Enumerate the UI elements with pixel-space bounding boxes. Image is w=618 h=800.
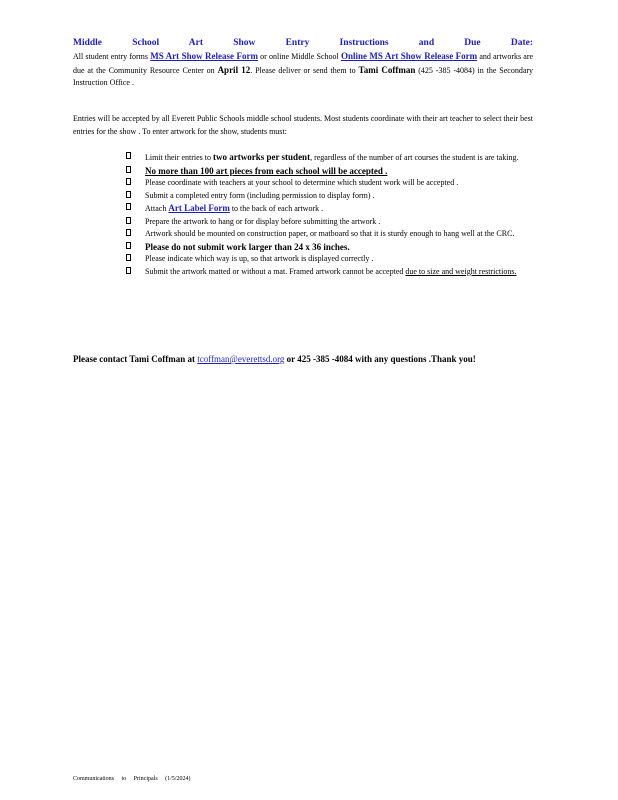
page-footer: Communications to Principals (1/5/2024) <box>73 776 191 782</box>
intro-text-1: All student entry forms <box>73 52 149 61</box>
rule-text: Submit a completed entry form (including permission to display form) . <box>145 190 375 200</box>
rule-bold-text: No more than 100 art pieces from each school will be accepted . <box>145 165 388 176</box>
intro-text-5: (425 -385 -4084) in the Secondary Instruction Office . <box>73 65 534 87</box>
rule-text: , regardless of the number of art courses the student is are taking. <box>310 153 519 162</box>
rule-text: Artwork should be mounted on construction paper, or matboard so that it is sturdy enough to hang well at the CRC. <box>145 229 515 238</box>
eligibility-paragraph: Entries will be accepted by all Everett Public Schools middle school students. Most students coordinate with their art teacher to select their best entries for the show . To enter artwork for the show, students must: <box>73 114 533 136</box>
list-item <box>126 241 531 254</box>
list-item <box>126 151 531 165</box>
rule-text: Please indicate which way is up, so that artwork is displayed correctly . <box>145 254 374 263</box>
rule-text: Please coordinate with teachers at your school to determine which student work will be accepted . <box>145 178 459 187</box>
list-item <box>126 253 531 266</box>
due-date: April 12 <box>217 64 251 75</box>
online-release-form-link[interactable]: Online MS Art Show Release Form <box>340 51 478 61</box>
page-title: Middle School Art Show Entry Instructions and Due Date: <box>73 38 533 48</box>
art-label-form-link[interactable]: Art Label Form <box>168 203 230 213</box>
bullet-box-icon <box>126 178 131 185</box>
bullet-box-icon <box>126 166 131 173</box>
intro-text-4: . Please deliver or send them to <box>250 65 356 75</box>
list-item <box>126 266 531 279</box>
intro-text-2: or online Middle School <box>260 52 339 61</box>
bullet-box-icon <box>126 191 131 198</box>
rule-text: to the back of each artwork . <box>231 204 324 213</box>
list-item <box>126 190 531 203</box>
email-link[interactable]: tcoffman@everettsd.org <box>197 354 285 364</box>
contact-text-1: Please contact Tami Coffman at <box>73 354 195 364</box>
rule-underlined-text: due to size and weight restrictions. <box>405 266 517 276</box>
rule-bold-text: Please do not submit work larger than 24 x 36 inches. <box>145 241 350 252</box>
list-item <box>126 165 531 178</box>
rule-text: Submit the artwork matted or without a mat. Framed artwork cannot be accepted <box>145 266 404 276</box>
contact-paragraph <box>73 353 535 366</box>
rule-text: Attach <box>145 204 167 213</box>
list-item <box>126 202 531 216</box>
list-item <box>126 177 531 190</box>
contact-name: Tami Coffman <box>358 64 416 75</box>
rules-list <box>126 151 531 278</box>
intro-text-3: and artworks are due at the Community Resource Center on <box>73 52 534 75</box>
bullet-box-icon <box>126 242 131 249</box>
bullet-box-icon <box>126 267 131 274</box>
release-form-link[interactable]: MS Art Show Release Form <box>150 51 258 61</box>
bullet-box-icon <box>126 254 131 261</box>
rule-bold-text: two artworks per student <box>212 152 311 162</box>
rule-text: Limit their entries to <box>145 153 211 162</box>
list-item <box>126 216 531 229</box>
intro-paragraph <box>73 50 533 90</box>
bullet-box-icon <box>126 229 131 236</box>
list-item <box>126 228 531 241</box>
bullet-box-icon <box>126 152 131 159</box>
rule-text: Prepare the artwork to hang or for display before submitting the artwork . <box>145 216 381 226</box>
contact-text-2: or 425 -385 -4084 with any questions .Thank you! <box>286 354 476 364</box>
bullet-box-icon <box>126 217 131 224</box>
bullet-box-icon <box>126 203 131 210</box>
